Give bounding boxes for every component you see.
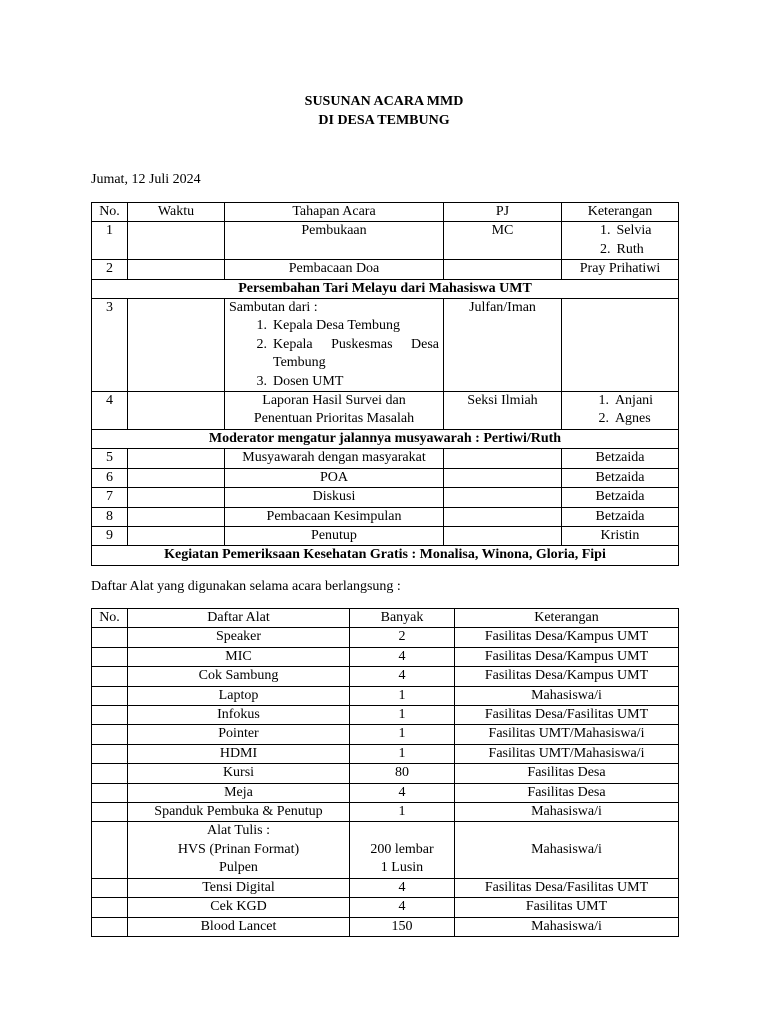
- row-banyak: 150: [350, 917, 455, 936]
- row-alat: Speaker: [128, 628, 350, 647]
- banner-pemeriksaan: Kegiatan Pemeriksaan Kesehatan Gratis : Monalisa, Winona, Gloria, Fipi: [92, 546, 679, 565]
- row-no: [92, 686, 128, 705]
- event-date: Jumat, 12 Juli 2024: [91, 172, 201, 187]
- table-row: [92, 526, 679, 545]
- row-banyak: 80: [350, 764, 455, 783]
- row-waktu: [128, 222, 225, 260]
- table-row: [92, 222, 679, 260]
- row-alat: HDMI: [128, 744, 350, 763]
- row-no: [92, 744, 128, 763]
- row-alat: Cek KGD: [128, 898, 350, 917]
- table-row: [92, 917, 679, 936]
- row-no: 7: [92, 488, 128, 507]
- row-waktu: [128, 449, 225, 468]
- row-pj: [444, 507, 562, 526]
- row-keterangan: Fasilitas Desa/Kampus UMT: [455, 667, 679, 686]
- row-keterangan: Pray Prihatiwi: [562, 260, 679, 279]
- table-row: [92, 392, 679, 430]
- row-banyak: 1: [350, 725, 455, 744]
- row-waktu: [128, 468, 225, 487]
- col-header-banyak: Banyak: [350, 609, 455, 628]
- row-banyak: 4: [350, 647, 455, 666]
- row-pj: Seksi Ilmiah: [444, 392, 562, 430]
- row-alat: Pointer: [128, 725, 350, 744]
- row-alat: Blood Lancet: [128, 917, 350, 936]
- table-row: [92, 628, 679, 647]
- row-keterangan: Betzaida: [562, 468, 679, 487]
- row-alat: Laptop: [128, 686, 350, 705]
- agenda-header-row: [92, 203, 679, 222]
- list-item: 3. Dosen UMT: [256, 373, 344, 389]
- row-banyak: 4: [350, 667, 455, 686]
- col-header-tahapan: Tahapan Acara: [225, 203, 444, 222]
- row-keterangan: Fasilitas UMT/Mahasiswa/i: [455, 725, 679, 744]
- row-keterangan: [562, 222, 679, 260]
- row-acara: Penutup: [225, 526, 444, 545]
- row-banyak: 1: [350, 706, 455, 725]
- row-alat: Tensi Digital: [128, 878, 350, 897]
- row-no: [92, 822, 128, 878]
- row-acara: Pembukaan: [225, 222, 444, 260]
- row-pj: [444, 488, 562, 507]
- row-keterangan: Mahasiswa/i: [455, 686, 679, 705]
- col-header-no: No.: [92, 203, 128, 222]
- col-header-no: No.: [92, 609, 128, 628]
- col-header-waktu: Waktu: [128, 203, 225, 222]
- table-row: [92, 468, 679, 487]
- row-keterangan: Fasilitas Desa/Kampus UMT: [455, 628, 679, 647]
- row-no: [92, 667, 128, 686]
- col-header-keterangan: Keterangan: [455, 609, 679, 628]
- row-no: [92, 706, 128, 725]
- list-item: 1. Kepala Desa Tembung: [256, 318, 401, 334]
- row-keterangan: Fasilitas UMT/Mahasiswa/i: [455, 744, 679, 763]
- document-subtitle: DI DESA TEMBUNG: [318, 113, 450, 128]
- row-keterangan: Fasilitas Desa/Kampus UMT: [455, 647, 679, 666]
- row-acara: Diskusi: [225, 488, 444, 507]
- table-row: [92, 783, 679, 802]
- list-item: 2. Agnes: [598, 411, 651, 427]
- row-no: 8: [92, 507, 128, 526]
- row-banyak: 1: [350, 744, 455, 763]
- list-item: 1. Anjani: [598, 393, 654, 409]
- row-pj: [444, 260, 562, 279]
- row-no: [92, 764, 128, 783]
- agenda-table: [91, 202, 679, 566]
- row-banyak: 2: [350, 628, 455, 647]
- row-pj: [444, 468, 562, 487]
- row-no: [92, 898, 128, 917]
- row-acara: Musyawarah dengan masyarakat: [225, 449, 444, 468]
- row-keterangan: Fasilitas Desa: [455, 764, 679, 783]
- row-acara: Laporan Hasil Survei dan Penentuan Prioritas Masalah: [225, 392, 444, 430]
- row-alat: Spanduk Pembuka & Penutup: [128, 803, 350, 822]
- row-banyak: 1: [350, 686, 455, 705]
- table-row: [92, 488, 679, 507]
- row-no: 9: [92, 526, 128, 545]
- row-no: [92, 878, 128, 897]
- row-acara: Pembacaan Kesimpulan: [225, 507, 444, 526]
- row-keterangan: Fasilitas UMT: [455, 898, 679, 917]
- row-banyak: 1: [350, 803, 455, 822]
- row-acara: POA: [225, 468, 444, 487]
- row-waktu: [128, 507, 225, 526]
- row-pj: MC: [444, 222, 562, 260]
- table-row: [92, 803, 679, 822]
- row-acara: [225, 299, 444, 392]
- row-waktu: [128, 299, 225, 392]
- col-header-alat: Daftar Alat: [128, 609, 350, 628]
- table-row: [92, 898, 679, 917]
- list-item: 2. Kepala Puskesmas Desa Tembung: [256, 336, 439, 371]
- row-keterangan: [562, 299, 679, 392]
- list-item: 1. Selvia: [600, 223, 652, 239]
- row-no: [92, 917, 128, 936]
- row-keterangan: Fasilitas Desa/Fasilitas UMT: [455, 878, 679, 897]
- table-row: [92, 449, 679, 468]
- row-keterangan: Kristin: [562, 526, 679, 545]
- tools-table: [91, 608, 679, 937]
- row-no: [92, 803, 128, 822]
- row-no: 3: [92, 299, 128, 392]
- table-row: [92, 878, 679, 897]
- row-keterangan: Betzaida: [562, 488, 679, 507]
- table-row: [92, 647, 679, 666]
- table-row: [92, 725, 679, 744]
- row-no: 4: [92, 392, 128, 430]
- row-keterangan: Fasilitas Desa: [455, 783, 679, 802]
- row-keterangan: Betzaida: [562, 449, 679, 468]
- row-keterangan: Mahasiswa/i: [455, 803, 679, 822]
- tools-intro: Daftar Alat yang digunakan selama acara berlangsung :: [91, 579, 401, 594]
- table-row: [92, 822, 679, 878]
- row-banyak: 4: [350, 783, 455, 802]
- list-item: 2. Ruth: [600, 241, 644, 257]
- row-waktu: [128, 526, 225, 545]
- row-pj: Julfan/Iman: [444, 299, 562, 392]
- row-alat: Alat Tulis : HVS (Prinan Format) Pulpen: [128, 822, 350, 878]
- col-header-pj: PJ: [444, 203, 562, 222]
- row-keterangan: Mahasiswa/i: [455, 822, 679, 878]
- row-keterangan: Fasilitas Desa/Fasilitas UMT: [455, 706, 679, 725]
- banner-row: [92, 429, 679, 448]
- row-no: [92, 647, 128, 666]
- row-alat: MIC: [128, 647, 350, 666]
- table-row: [92, 706, 679, 725]
- col-header-keterangan: Keterangan: [562, 203, 679, 222]
- table-row: [92, 299, 679, 392]
- table-row: [92, 744, 679, 763]
- row-banyak: 4: [350, 898, 455, 917]
- row-acara: Pembacaan Doa: [225, 260, 444, 279]
- row-no: [92, 783, 128, 802]
- table-row: [92, 667, 679, 686]
- row-keterangan: Mahasiswa/i: [455, 917, 679, 936]
- banner-tari-melayu: Persembahan Tari Melayu dari Mahasiswa UMT: [92, 279, 679, 298]
- row-no: [92, 628, 128, 647]
- row-pj: [444, 526, 562, 545]
- row-no: 5: [92, 449, 128, 468]
- row-alat: Kursi: [128, 764, 350, 783]
- tools-header-row: [92, 609, 679, 628]
- row-waktu: [128, 488, 225, 507]
- row-keterangan: [562, 392, 679, 430]
- table-row: [92, 764, 679, 783]
- table-row: [92, 507, 679, 526]
- banner-row: [92, 279, 679, 298]
- banner-moderator: Moderator mengatur jalannya musyawarah : Pertiwi/Ruth: [92, 429, 679, 448]
- row-waktu: [128, 392, 225, 430]
- row-banyak: 200 lembar 1 Lusin: [350, 822, 455, 878]
- keterangan-list: [589, 222, 652, 259]
- row-banyak: 4: [350, 878, 455, 897]
- document-title: SUSUNAN ACARA MMD: [304, 94, 464, 109]
- sambutan-intro: Sambutan dari :: [229, 300, 318, 316]
- row-no: 6: [92, 468, 128, 487]
- row-waktu: [128, 260, 225, 279]
- row-no: 1: [92, 222, 128, 260]
- table-row: [92, 686, 679, 705]
- keterangan-list: [587, 392, 653, 429]
- row-alat: Infokus: [128, 706, 350, 725]
- sambutan-list: [229, 317, 439, 391]
- row-keterangan: Betzaida: [562, 507, 679, 526]
- banner-row: [92, 546, 679, 565]
- row-no: [92, 725, 128, 744]
- row-no: 2: [92, 260, 128, 279]
- table-row: [92, 260, 679, 279]
- row-alat: Meja: [128, 783, 350, 802]
- row-alat: Cok Sambung: [128, 667, 350, 686]
- row-pj: [444, 449, 562, 468]
